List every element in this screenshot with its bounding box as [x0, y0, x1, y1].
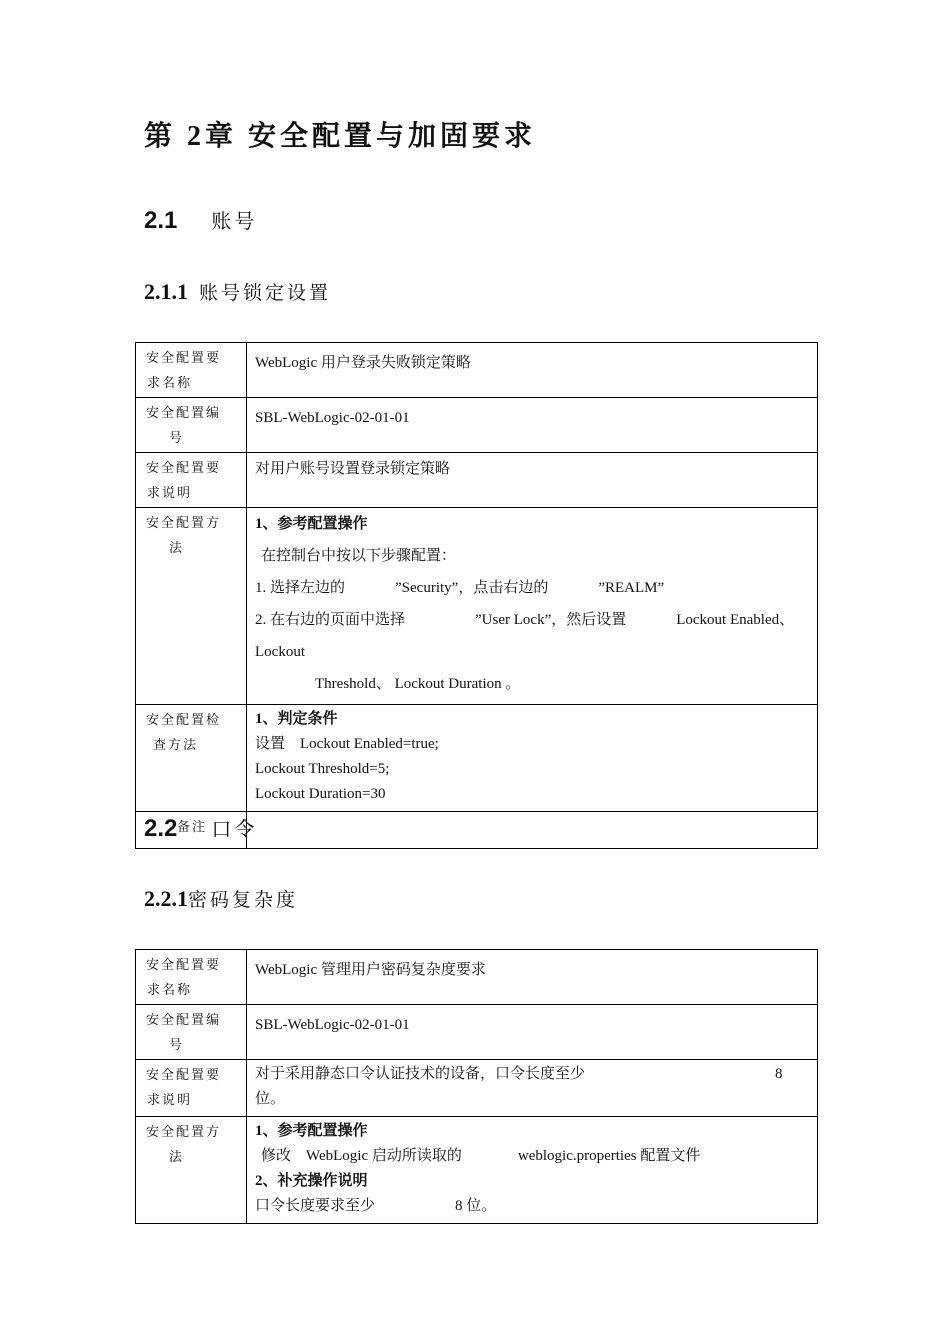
step-text: 2. 在右边的页面中选择 ”User Lock”，然后设置 Lockout Enabled、 Lockout	[255, 612, 795, 660]
row-label: 安全配置要 求说明	[136, 453, 247, 508]
section-title: 账号	[211, 211, 258, 233]
config-table-lockout	[135, 342, 818, 849]
row-label: 安全配置编 号	[136, 1005, 247, 1060]
row-value: WebLogic 用户登录失败锁定策略	[247, 343, 818, 398]
table-row	[136, 1005, 818, 1060]
row-label: 备注	[136, 812, 247, 849]
subsection-heading-lockout	[144, 278, 331, 305]
section-number: 2.1	[144, 207, 178, 234]
step-text: 口令长度要求至少 8 位。	[255, 1198, 497, 1214]
step-text: 1. 选择左边的 ”Security”，点击右边的 ”REALM”	[255, 580, 665, 596]
check-text: Lockout Duration=30	[255, 786, 386, 802]
config-table-complexity	[135, 949, 818, 1224]
row-label: 安全配置方 法	[136, 1117, 247, 1224]
section-heading-account	[144, 205, 257, 235]
table-row	[136, 1117, 818, 1224]
check-text: 设置 Lockout Enabled=true;	[255, 736, 439, 752]
row-value: 对于采用静态口令认证技术的设备，口令长度至少 8 位。	[247, 1060, 818, 1117]
step-text: 在控制台中按以下步骤配置：	[261, 548, 457, 564]
row-value: 对用户账号设置登录锁定策略	[247, 453, 818, 508]
step-text: 修改 WebLogic 启动所读取的 weblogic.properties 配置文件	[261, 1148, 701, 1164]
row-label: 安全配置编 号	[136, 398, 247, 453]
table-row	[136, 950, 818, 1005]
subsection-title: 密码复杂度	[188, 890, 299, 911]
row-value: WebLogic 管理用户密码复杂度要求	[247, 950, 818, 1005]
row-value: SBL-WebLogic-02-01-01	[247, 1005, 818, 1060]
chapter-title: 第 2章 安全配置与加固要求	[144, 121, 537, 152]
check-heading: 1、判定条件	[255, 711, 338, 727]
table-row	[136, 1060, 818, 1117]
step-text: Threshold、 Lockout Duration 。	[315, 676, 521, 692]
row-label: 安全配置要 求名称	[136, 950, 247, 1005]
step-heading: 1、参考配置操作	[255, 516, 368, 532]
row-value	[247, 812, 818, 849]
subsection-number: 2.1.1	[144, 279, 188, 304]
check-text: Lockout Threshold=5;	[255, 761, 390, 777]
subsection-number: 2.2.1	[144, 886, 188, 911]
subsection-heading-complexity	[144, 885, 298, 912]
step-heading: 2、补充操作说明	[255, 1173, 368, 1189]
row-value	[247, 705, 818, 812]
row-label: 安全配置要 求名称	[136, 343, 247, 398]
row-label: 安全配置方 法	[136, 508, 247, 705]
row-value: SBL-WebLogic-02-01-01	[247, 398, 818, 453]
section-number: 2.2	[144, 815, 178, 842]
row-value	[247, 1117, 818, 1224]
row-label: 安全配置要 求说明	[136, 1060, 247, 1117]
table-row	[136, 705, 818, 812]
section-heading-password	[144, 813, 257, 843]
row-label: 安全配置检 查方法	[136, 705, 247, 812]
step-heading: 1、参考配置操作	[255, 1123, 368, 1139]
table-row	[136, 508, 818, 705]
table-row	[136, 453, 818, 508]
row-value	[247, 508, 818, 705]
subsection-title: 账号锁定设置	[199, 283, 332, 304]
table-row	[136, 343, 818, 398]
section-title: 口令	[211, 819, 258, 841]
table-row	[136, 398, 818, 453]
